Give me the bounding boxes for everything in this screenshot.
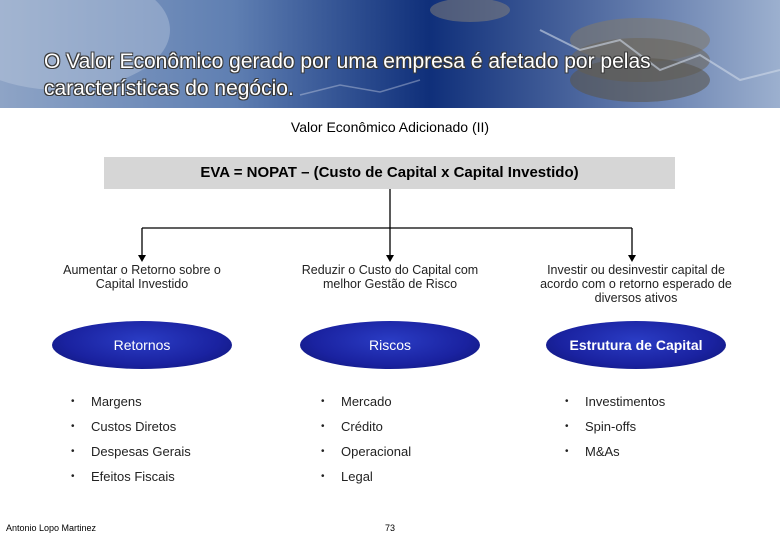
branch-description-riscos: Reduzir o Custo do Capital com melhor Gestão de Risco [301, 263, 479, 291]
header-banner [0, 0, 780, 108]
branch-description-estrutura: Investir ou desinvestir capital de acordo com o retorno esperado de diversos ativos [540, 263, 732, 305]
list-item: • Efeitos Fiscais [71, 468, 191, 493]
ellipse-estrutura-de-capital: Estrutura de Capital [546, 321, 726, 369]
footer-author: Antonio Lopo Martinez [6, 523, 97, 533]
list-item: • Mercado [321, 393, 411, 418]
list-item: • Spin-offs [565, 418, 665, 443]
list-item: • Despesas Gerais [71, 443, 191, 468]
list-item: • Margens [71, 393, 191, 418]
formula-box: EVA = NOPAT – (Custo de Capital x Capital Investido) [104, 157, 675, 189]
list-item: • Operacional [321, 443, 411, 468]
list-item: • Crédito [321, 418, 411, 443]
list-item: • Custos Diretos [71, 418, 191, 443]
page-number: 73 [384, 523, 395, 533]
list-item: • M&As [565, 443, 665, 468]
list-item: • Investimentos [565, 393, 665, 418]
list-retornos [71, 393, 191, 493]
ellipse-riscos: Riscos [300, 321, 480, 369]
slide-subtitle: Valor Econômico Adicionado (II) [290, 119, 490, 135]
ellipse-retornos: Retornos [52, 321, 232, 369]
slide-title: O Valor Econômico gerado por uma empresa é afetado por pelas características do negócio. [44, 50, 651, 100]
branch-description-retornos: Aumentar o Retorno sobre o Capital Investido [63, 263, 221, 291]
list-estrutura-de-capital [565, 393, 665, 468]
list-riscos [321, 393, 411, 493]
list-item: • Legal [321, 468, 411, 493]
